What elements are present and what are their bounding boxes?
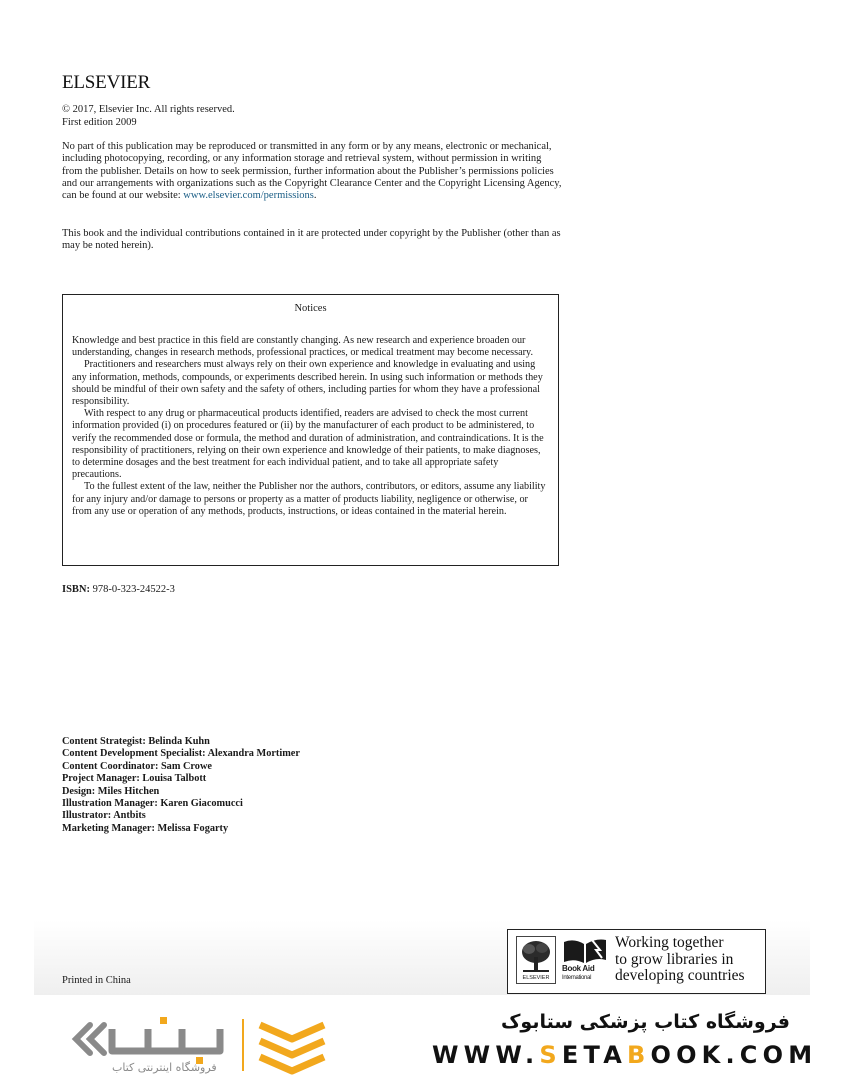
protection-paragraph: This book and the individual contributions contained in it are protected under copyright by the Publisher (other than as may be noted herein).: [62, 228, 561, 252]
bookaid-sub: International: [562, 975, 592, 981]
permissions-link[interactable]: www.elsevier.com/permissions: [183, 190, 314, 202]
elsevier-label: ELSEVIER: [522, 975, 550, 981]
credit-line: Design: Miles Hitchen: [62, 785, 160, 797]
tree-icon: [517, 937, 555, 975]
logo-subtext: فروشگاه اینترنتی کتاب: [112, 1061, 217, 1074]
url-prefix: WWW.: [432, 1041, 540, 1069]
bookaid-name: Book Aid: [562, 964, 595, 973]
bookaid-logo: [562, 936, 608, 986]
isbn-label: ISBN:: [62, 584, 91, 595]
notice-paragraph: To the fullest extent of the law, neither the Publisher nor the authors, contributors, or editors, assume any liability for any injury and/or damage to persons or property as a matter of products liability, negligence or otherwise, or from any use or operation of any methods, products, instructions, or ideas contained in the material herein.: [72, 481, 546, 517]
watermark-footer: [0, 995, 844, 1080]
notices-title: Notices: [294, 303, 327, 314]
rights-paragraph: [62, 141, 562, 202]
printed-in: Printed in China: [62, 975, 131, 986]
notice-paragraph: Knowledge and best practice in this field are constantly changing. As new research and experience broaden our understanding, changes in research methods, professional practices, or medical treatment may become necessary.: [72, 335, 533, 359]
publisher-logo: ELSEVIER: [62, 72, 151, 93]
credit-line: Illustrator: Antbits: [62, 810, 146, 822]
edition-line: First edition 2009: [62, 116, 137, 128]
notice-paragraph: Practitioners and researchers must always rely on their own experience and knowledge in evaluating and using any information, methods, compounds, or experiments described herein. In using such information or methods they should be mindful of their own safety and the safety of others, including parties for whom they have a professional responsibility.: [72, 359, 543, 408]
setabook-logo: [70, 1015, 335, 1077]
book-aid-banner: [507, 929, 766, 994]
tagline-line: developing countries: [615, 967, 745, 984]
bookaid-text: [562, 965, 608, 982]
notice-paragraph: With respect to any drug or pharmaceutical products identified, readers are advised to check the most current information provided (i) on procedures featured or (ii) by the manufacturer of each product to be administered, to verify the recommended dose or formula, the method and duration of administration, and contraindications. It is the responsibility of practitioners, relying on their own experience and knowledge of their patients, to make diagnoses, to determine dosages and the best treatment for each individual patient, and to take all appropriate safety precautions.: [72, 408, 544, 481]
shop-name: فروشگاه کتاب پزشکی ستابوک: [500, 1011, 790, 1033]
url-accent: S: [539, 1041, 562, 1069]
url-suffix: OOK.COM: [650, 1041, 818, 1069]
credit-line: Content Development Specialist: Alexandra Mortimer: [62, 748, 300, 760]
credit-line: Marketing Manager: Melissa Fogarty: [62, 822, 229, 834]
rights-text: No part of this publication may be reproduced or transmitted in any form or by any means, electronic or mechanical, including photocopying, recording, or any information storage and retrieval system, without permission in writing from the publisher. Details on how to seek permission, further information about the Publisher’s permissions policies and our arrangements with organizations such as the Copyright Clearance Center and the Copyright Licensing Agency, can be found at our website:: [62, 141, 562, 202]
rights-end: .: [313, 190, 317, 202]
url-mid: ETA: [561, 1041, 627, 1069]
tagline-line: Working together: [615, 934, 724, 951]
site-url[interactable]: [432, 1041, 817, 1069]
notices-box: [62, 294, 559, 566]
elsevier-tree-logo: [516, 936, 556, 984]
credit-line: Illustration Manager: Karen Giacomucci: [62, 798, 243, 810]
url-accent: B: [626, 1041, 651, 1069]
notices-body: [72, 335, 550, 518]
copyright-block: [62, 104, 235, 129]
open-book-icon: [562, 936, 608, 964]
copyright-line: © 2017, Elsevier Inc. All rights reserved.: [62, 104, 235, 115]
credit-line: Content Coordinator: Sam Crowe: [62, 760, 212, 772]
isbn-value: 978-0-323-24522-3: [92, 584, 175, 595]
credit-line: Content Strategist: Belinda Kuhn: [62, 736, 210, 747]
tagline-line: to grow libraries in: [615, 950, 734, 968]
isbn-line: [62, 584, 175, 595]
bookaid-tagline: [615, 935, 745, 985]
credits-list: [62, 736, 300, 835]
credit-line: Project Manager: Louisa Talbott: [62, 773, 207, 785]
